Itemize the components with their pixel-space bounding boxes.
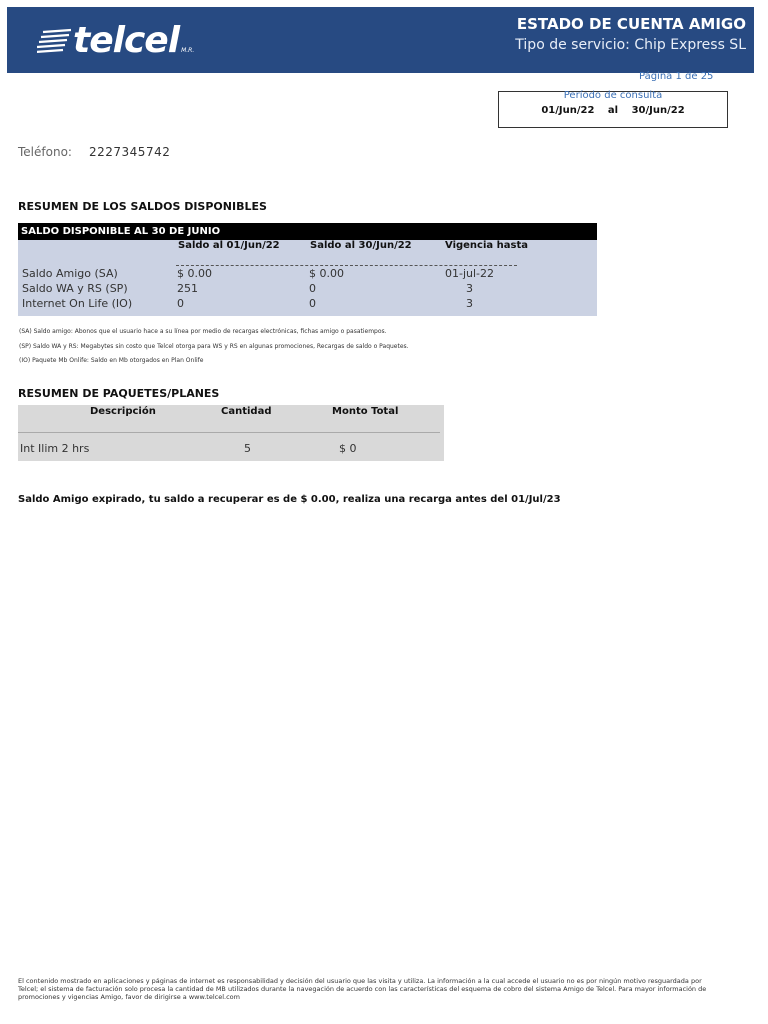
balances-table bbox=[18, 223, 597, 316]
note-io: (IO) Paquete Mb Onlife: Saldo en Mb otorgados en Plan Onlife bbox=[19, 357, 204, 364]
balances-bar-title: SALDO DISPONIBLE AL 30 DE JUNIO bbox=[18, 223, 597, 240]
telcel-logo bbox=[37, 21, 194, 61]
package-total: $ 0 bbox=[339, 442, 357, 455]
header-divider bbox=[18, 432, 440, 433]
footer-disclaimer: El contenido mostrado en aplicaciones y páginas de internet es responsabilidad y decisión del usuario que las visita y utiliza. La información a la cual accede el usuario no es por ningún motivo resguardada por Telcel; el sistema de facturación solo procesa la cantidad de MB utilizados durante la navegación de acuerdo con las características del esquema de cobro del sistema Amigo de Telcel. Para mayor información de promociones y vigencias Amigo, favor de dirigirse a www.telcel.com bbox=[18, 977, 707, 1001]
phone-label: Teléfono: bbox=[18, 145, 72, 159]
col-header-end: Saldo al 30/Jun/22 bbox=[310, 240, 412, 251]
row-name: Internet On Life (IO) bbox=[22, 297, 133, 310]
telcel-wave-icon bbox=[37, 26, 71, 56]
phone-number: 2227345742 bbox=[89, 145, 171, 159]
period-box bbox=[498, 91, 728, 128]
period-separator: al bbox=[607, 105, 619, 116]
period-to: 30/Jun/22 bbox=[631, 105, 685, 116]
note-sa: (SA) Saldo amigo: Abonos que el usuario hace a su línea por medio de recargas electrónicas, fichas amigo o pasatiempos. bbox=[19, 328, 387, 335]
row-name: Saldo WA y RS (SP) bbox=[22, 282, 128, 295]
row-expiry: 3 bbox=[466, 282, 473, 295]
row-start: $ 0.00 bbox=[177, 267, 212, 280]
period-dates bbox=[499, 105, 727, 116]
row-start: 251 bbox=[177, 282, 198, 295]
row-start: 0 bbox=[177, 297, 184, 310]
row-end: 0 bbox=[309, 297, 316, 310]
col-header-total: Monto Total bbox=[332, 406, 399, 417]
package-quantity: 5 bbox=[244, 442, 251, 455]
col-header-expiry: Vigencia hasta bbox=[445, 240, 528, 251]
document-header bbox=[7, 7, 754, 73]
row-name: Saldo Amigo (SA) bbox=[22, 267, 118, 280]
trademark-mark: M.R. bbox=[181, 47, 195, 54]
service-type: Tipo de servicio: Chip Express SL bbox=[515, 37, 746, 53]
col-header-quantity: Cantidad bbox=[221, 406, 272, 417]
page-indicator: Página 1 de 25 bbox=[639, 71, 714, 82]
packages-section-title: RESUMEN DE PAQUETES/PLANES bbox=[18, 387, 220, 400]
packages-table bbox=[18, 405, 444, 461]
package-description: Int Ilim 2 hrs bbox=[20, 442, 90, 455]
col-header-description: Descripción bbox=[90, 406, 156, 417]
balances-section-title: RESUMEN DE LOS SALDOS DISPONIBLES bbox=[18, 200, 267, 213]
expired-balance-notice: Saldo Amigo expirado, tu saldo a recuperar es de $ 0.00, realiza una recarga antes del 01/Jul/23 bbox=[18, 494, 561, 505]
header-divider bbox=[176, 265, 517, 266]
period-from: 01/Jun/22 bbox=[541, 105, 595, 116]
note-sp: (SP) Saldo WA y RS: Megabytes sin costo que Telcel otorga para WS y RS en algunas promociones, Recargas de saldo o Paquetes. bbox=[19, 343, 409, 350]
period-label: Período de consulta bbox=[563, 90, 663, 101]
col-header-start: Saldo al 01/Jun/22 bbox=[178, 240, 280, 251]
telcel-wordmark: telcel bbox=[73, 20, 180, 61]
row-expiry: 01-jul-22 bbox=[445, 267, 495, 280]
row-end: $ 0.00 bbox=[309, 267, 344, 280]
row-expiry: 3 bbox=[466, 297, 473, 310]
row-end: 0 bbox=[309, 282, 316, 295]
document-title: ESTADO DE CUENTA AMIGO bbox=[516, 15, 746, 33]
